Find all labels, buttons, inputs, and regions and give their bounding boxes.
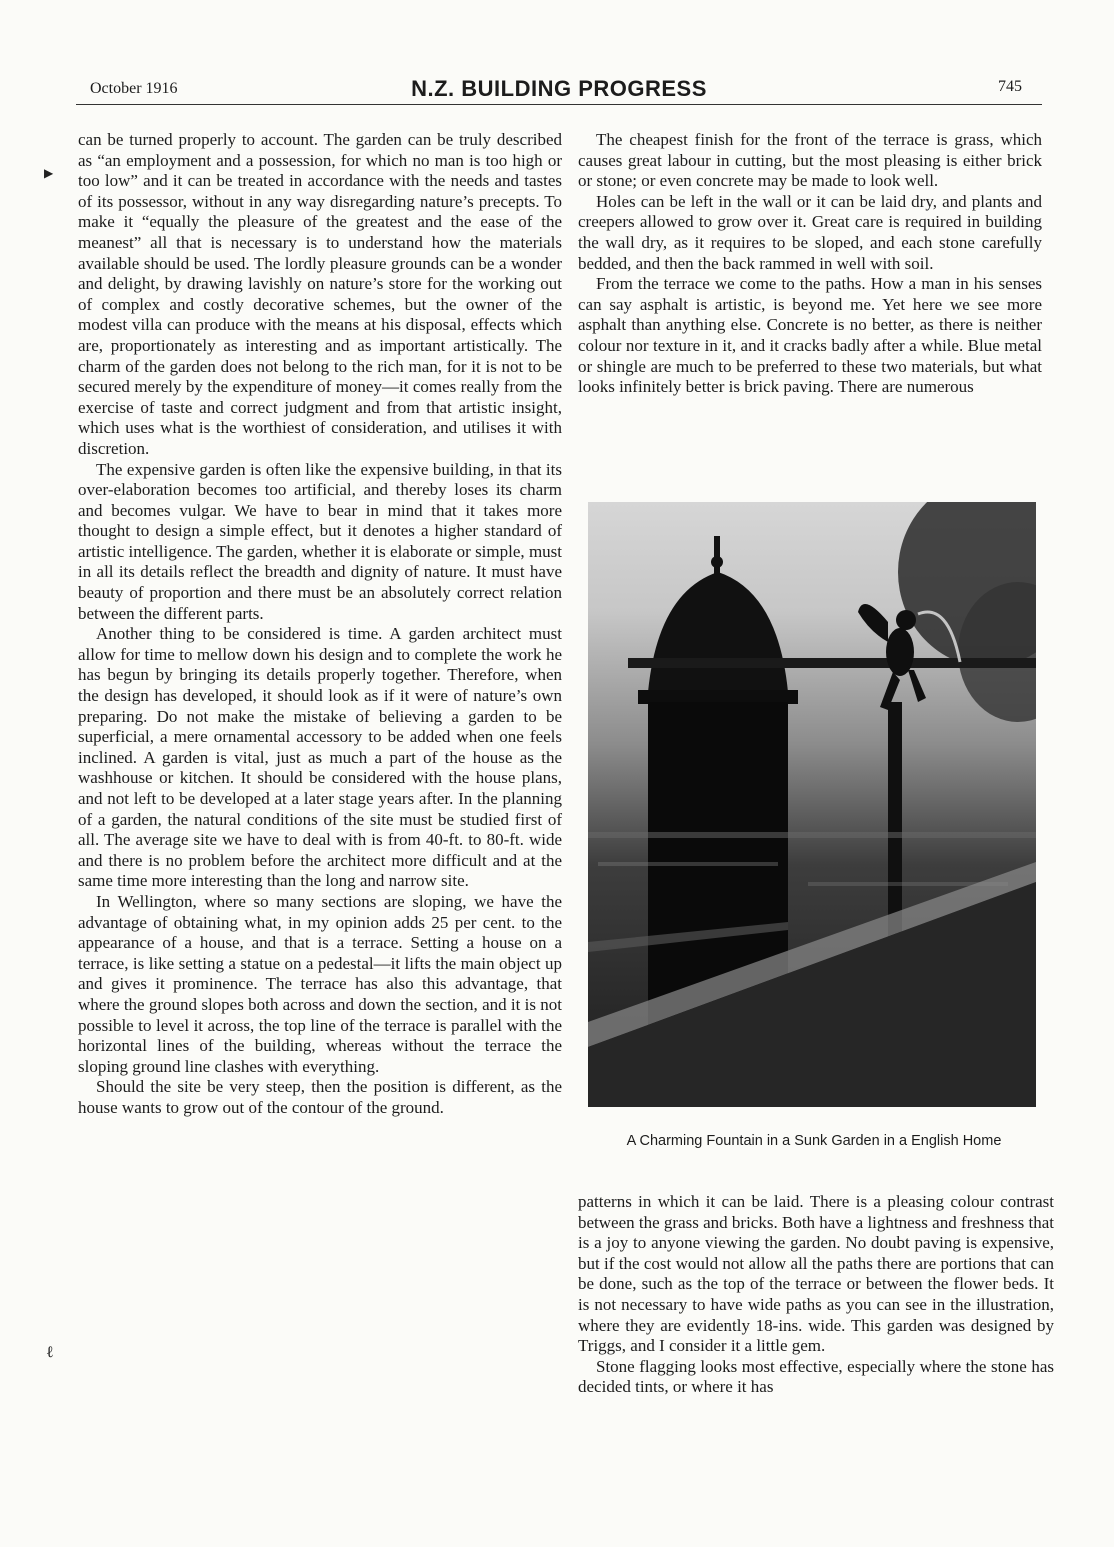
paragraph: In Wellington, where so many sections are sloping, we have the advantage of obtaining what, in my opinion adds 25 per cent. to the appearance of a house, and that is a terrace. Setting a house on a terrace, is like setting a statue on a pedestal—it lifts the main object up and gives it prominence. The terrace has also this advantage, that where the ground slopes both across and down the section, and it is not possible to level it across, the top line of the terrace is parallel with the horizontal lines of the building, whereas without the terrace the sloping ground line clashes with everything. (78, 891, 562, 1076)
paragraph: Should the site be very steep, then the position is different, as the house wants to grow out of the contour of the ground. (78, 1077, 562, 1117)
paragraph: From the terrace we come to the paths. How a man in his senses can say asphalt is artistic, is beyond me. Yet here we see more asphalt than anything else. Concrete is no better, as there is neither colour nor texture in it, and it cracks badly after a while. Blue metal or shingle are much to be preferred to these two materials, but what looks infinitely better is brick paving. There are numerous (578, 274, 1042, 397)
margin-arrow-icon: ▶ (44, 166, 54, 180)
running-header (76, 76, 1042, 105)
article-column-right-top (578, 130, 1042, 398)
margin-mark-icon: ℓ (46, 1344, 54, 1361)
fountain-photo-illustration (588, 502, 1036, 1107)
fountain-photograph (588, 502, 1036, 1107)
paragraph: Holes can be left in the wall or it can be laid dry, and plants and creepers allowed to grow over it. Great care is required in building the wall dry, as it requires to be sloped, and each stone carefully bedded, and then the back rammed in well with soil. (578, 191, 1042, 273)
page-number: 745 (998, 78, 1022, 95)
article-column-right-bottom (578, 1192, 1054, 1398)
paragraph: The expensive garden is often like the expensive building, in that its over-elaboration becomes too artificial, and thereby loses its charm and becomes vulgar. We have to bear in mind that it takes more thought to design a simple effect, but it denotes a higher standard of artistic intelligence. The garden, whether it is elaborate or simple, must in all its details reflect the breadth and dignity of nature. It must have beauty of proportion and there must be an absolutely correct relation between the different parts. (78, 459, 562, 623)
paragraph: can be turned properly to account. The garden can be truly described as “an employment and a possession, for which no man is too high or too low” and it can be treated in accordance with the needs and tastes of its possessor, without in any way disregarding nature’s precepts. To make it “equally the pleasure of the greatest and the ease of the meanest” all that is necessary is to understand how the materials available should be used. The lordly pleasure grounds can be a wonder and delight, by drawing lavishly on nature’s store for the working out of complex and costly decorative schemes, but the owner of the modest villa can produce with the means at his disposal, effects which are, proportionately as interesting and as important artistically. The charm of the garden does not belong to the rich man, for it is not to be secured merely by the expenditure of money—it comes really from the exercise of taste and correct judgment and from that artistic insight, which uses what is the worthiest of consideration, and utilises it with discretion. (78, 130, 562, 458)
paragraph: patterns in which it can be laid. There is a pleasing colour contrast between the grass and bricks. Both have a lightness and freshness that is a joy to anyone viewing the garden. No doubt paving is expensive, but if the cost would not allow all the paths there are portions that can be done, such as the top of the terrace or between the flower beds. It is not necessary to have wide paths as you can see in the illustration, where they are evidently 18-ins. wide. This garden was designed by Triggs, and I consider it a little gem. (578, 1192, 1054, 1356)
issue-date: October 1916 (90, 80, 178, 97)
article-column-left (78, 130, 562, 1119)
paragraph: Another thing to be considered is time. A garden architect must allow for time to mellow down his design and to complete the work he has begun by bringing its details properly together. Therefore, when the design has developed, it should look as if it were of nature’s own preparing. Do not make the mistake of believing a garden to be superficial, a mere ornamental accessory to be added when one feels inclined. A garden is vital, just as much a part of the house as the washhouse or kitchen. It should be considered with the house plans, and not left to be developed at a later stage years after. In the planning of a garden, the natural conditions of the site must be studied first of all. The average site we have to deal with is from 40-ft. to 80-ft. wide and there is no problem before the architect more difficult and at the same time more interesting than the long and narrow site. (78, 624, 562, 891)
figure-caption: A Charming Fountain in a Sunk Garden in a English Home (626, 1133, 1002, 1149)
paragraph: The cheapest finish for the front of the terrace is grass, which causes great labour in cutting, but the most pleasing is either brick or stone; or even concrete may be made to look well. (578, 130, 1042, 191)
publication-title: N.Z. BUILDING PROGRESS (411, 76, 707, 101)
paragraph: Stone flagging looks most effective, especially where the stone has decided tints, or where it has (578, 1356, 1054, 1397)
